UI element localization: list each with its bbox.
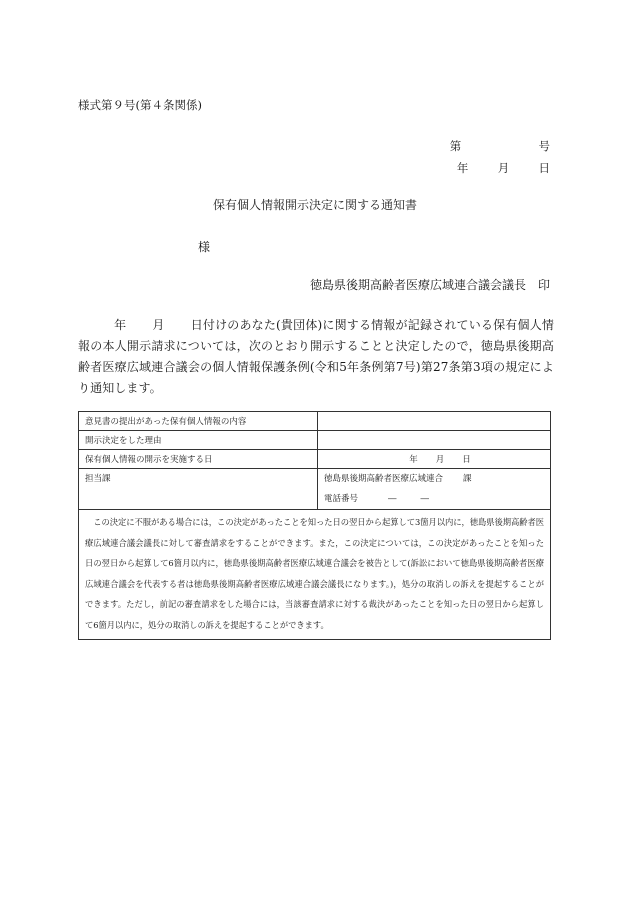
seal-mark: 印	[537, 278, 550, 292]
disclosure-year: 年	[409, 455, 418, 465]
notification-body	[78, 315, 554, 399]
disclosure-month: 月	[435, 455, 445, 465]
table-row	[79, 450, 551, 469]
document-title: 保有個人情報開示決定に関する通知書	[212, 198, 417, 212]
number-prefix: 第	[449, 139, 462, 153]
sender-line	[310, 276, 550, 293]
issue-month: 月	[497, 161, 510, 175]
disclosure-date-label: 保有個人情報の開示を実施する日	[79, 450, 318, 469]
phone-line	[324, 489, 544, 509]
contact-org-line	[324, 469, 544, 489]
contact-value	[318, 469, 551, 510]
phone-label: 電話番号	[324, 494, 359, 504]
issue-day: 日	[538, 161, 550, 175]
issue-year: 年	[456, 161, 469, 175]
decision-info-table	[78, 411, 551, 640]
request-year: 年	[114, 318, 127, 332]
contact-section: 課	[463, 474, 472, 484]
opinion-label: 意見書の提出があった保有個人情報の内容	[79, 412, 318, 431]
opinion-value[interactable]	[318, 412, 551, 431]
number-suffix: 号	[538, 139, 550, 153]
phone-separator: ―	[388, 494, 397, 504]
body-text: 日付けのあなた(貴団体)に関する情報が記録されている保有個人情報の本人開示請求については，次のとおり開示することと決定したので，徳島県後期高齢者医療広域連合議会の個人情報保護条例(令和5年条例第7号)第27条第3項の規定により通知します。	[78, 318, 554, 395]
reason-value[interactable]	[318, 431, 551, 450]
disclosure-date-value[interactable]	[318, 450, 551, 469]
sender-name: 徳島県後期高齢者医療広域連合議会議長	[309, 278, 526, 292]
issue-date-line	[457, 160, 550, 176]
request-month: 月	[152, 318, 165, 332]
table-row	[79, 510, 551, 640]
addressee: 様	[198, 240, 211, 254]
contact-label: 担当課	[79, 469, 318, 510]
document-number-line	[450, 138, 550, 154]
contact-org: 徳島県後期高齢者医療広域連合	[324, 474, 444, 484]
table-row	[79, 431, 551, 450]
disclosure-day: 日	[462, 455, 471, 465]
form-number: 様式第９号(第４条関係)	[78, 98, 202, 112]
reason-label: 開示決定をした理由	[79, 431, 318, 450]
appeal-notice: この決定に不服がある場合には，この決定があったことを知った日の翌日から起算して3箇月以内に，徳島県後期高齢者医療広域連合議会議長に対して審査請求をすることができます。また，この決定については，この決定があったことを知った日の翌日から起算して6箇月以内に，徳島県後期高齢者医療広域連合議会を被告として(訴訟において徳島県後期高齢者医療広域連合議会を代表する者は徳島県後期高齢者医療広域連合議会議長になります。)，処分の取消しの訴えを提起することができます。ただし，前記の審査請求をした場合には，当該審査請求に対する裁決があったことを知った日の翌日から起算して6箇月以内に，処分の取消しの訴えを提起することができます。	[79, 510, 551, 640]
phone-separator: ―	[420, 494, 430, 504]
table-row	[79, 469, 551, 510]
table-row	[79, 412, 551, 431]
